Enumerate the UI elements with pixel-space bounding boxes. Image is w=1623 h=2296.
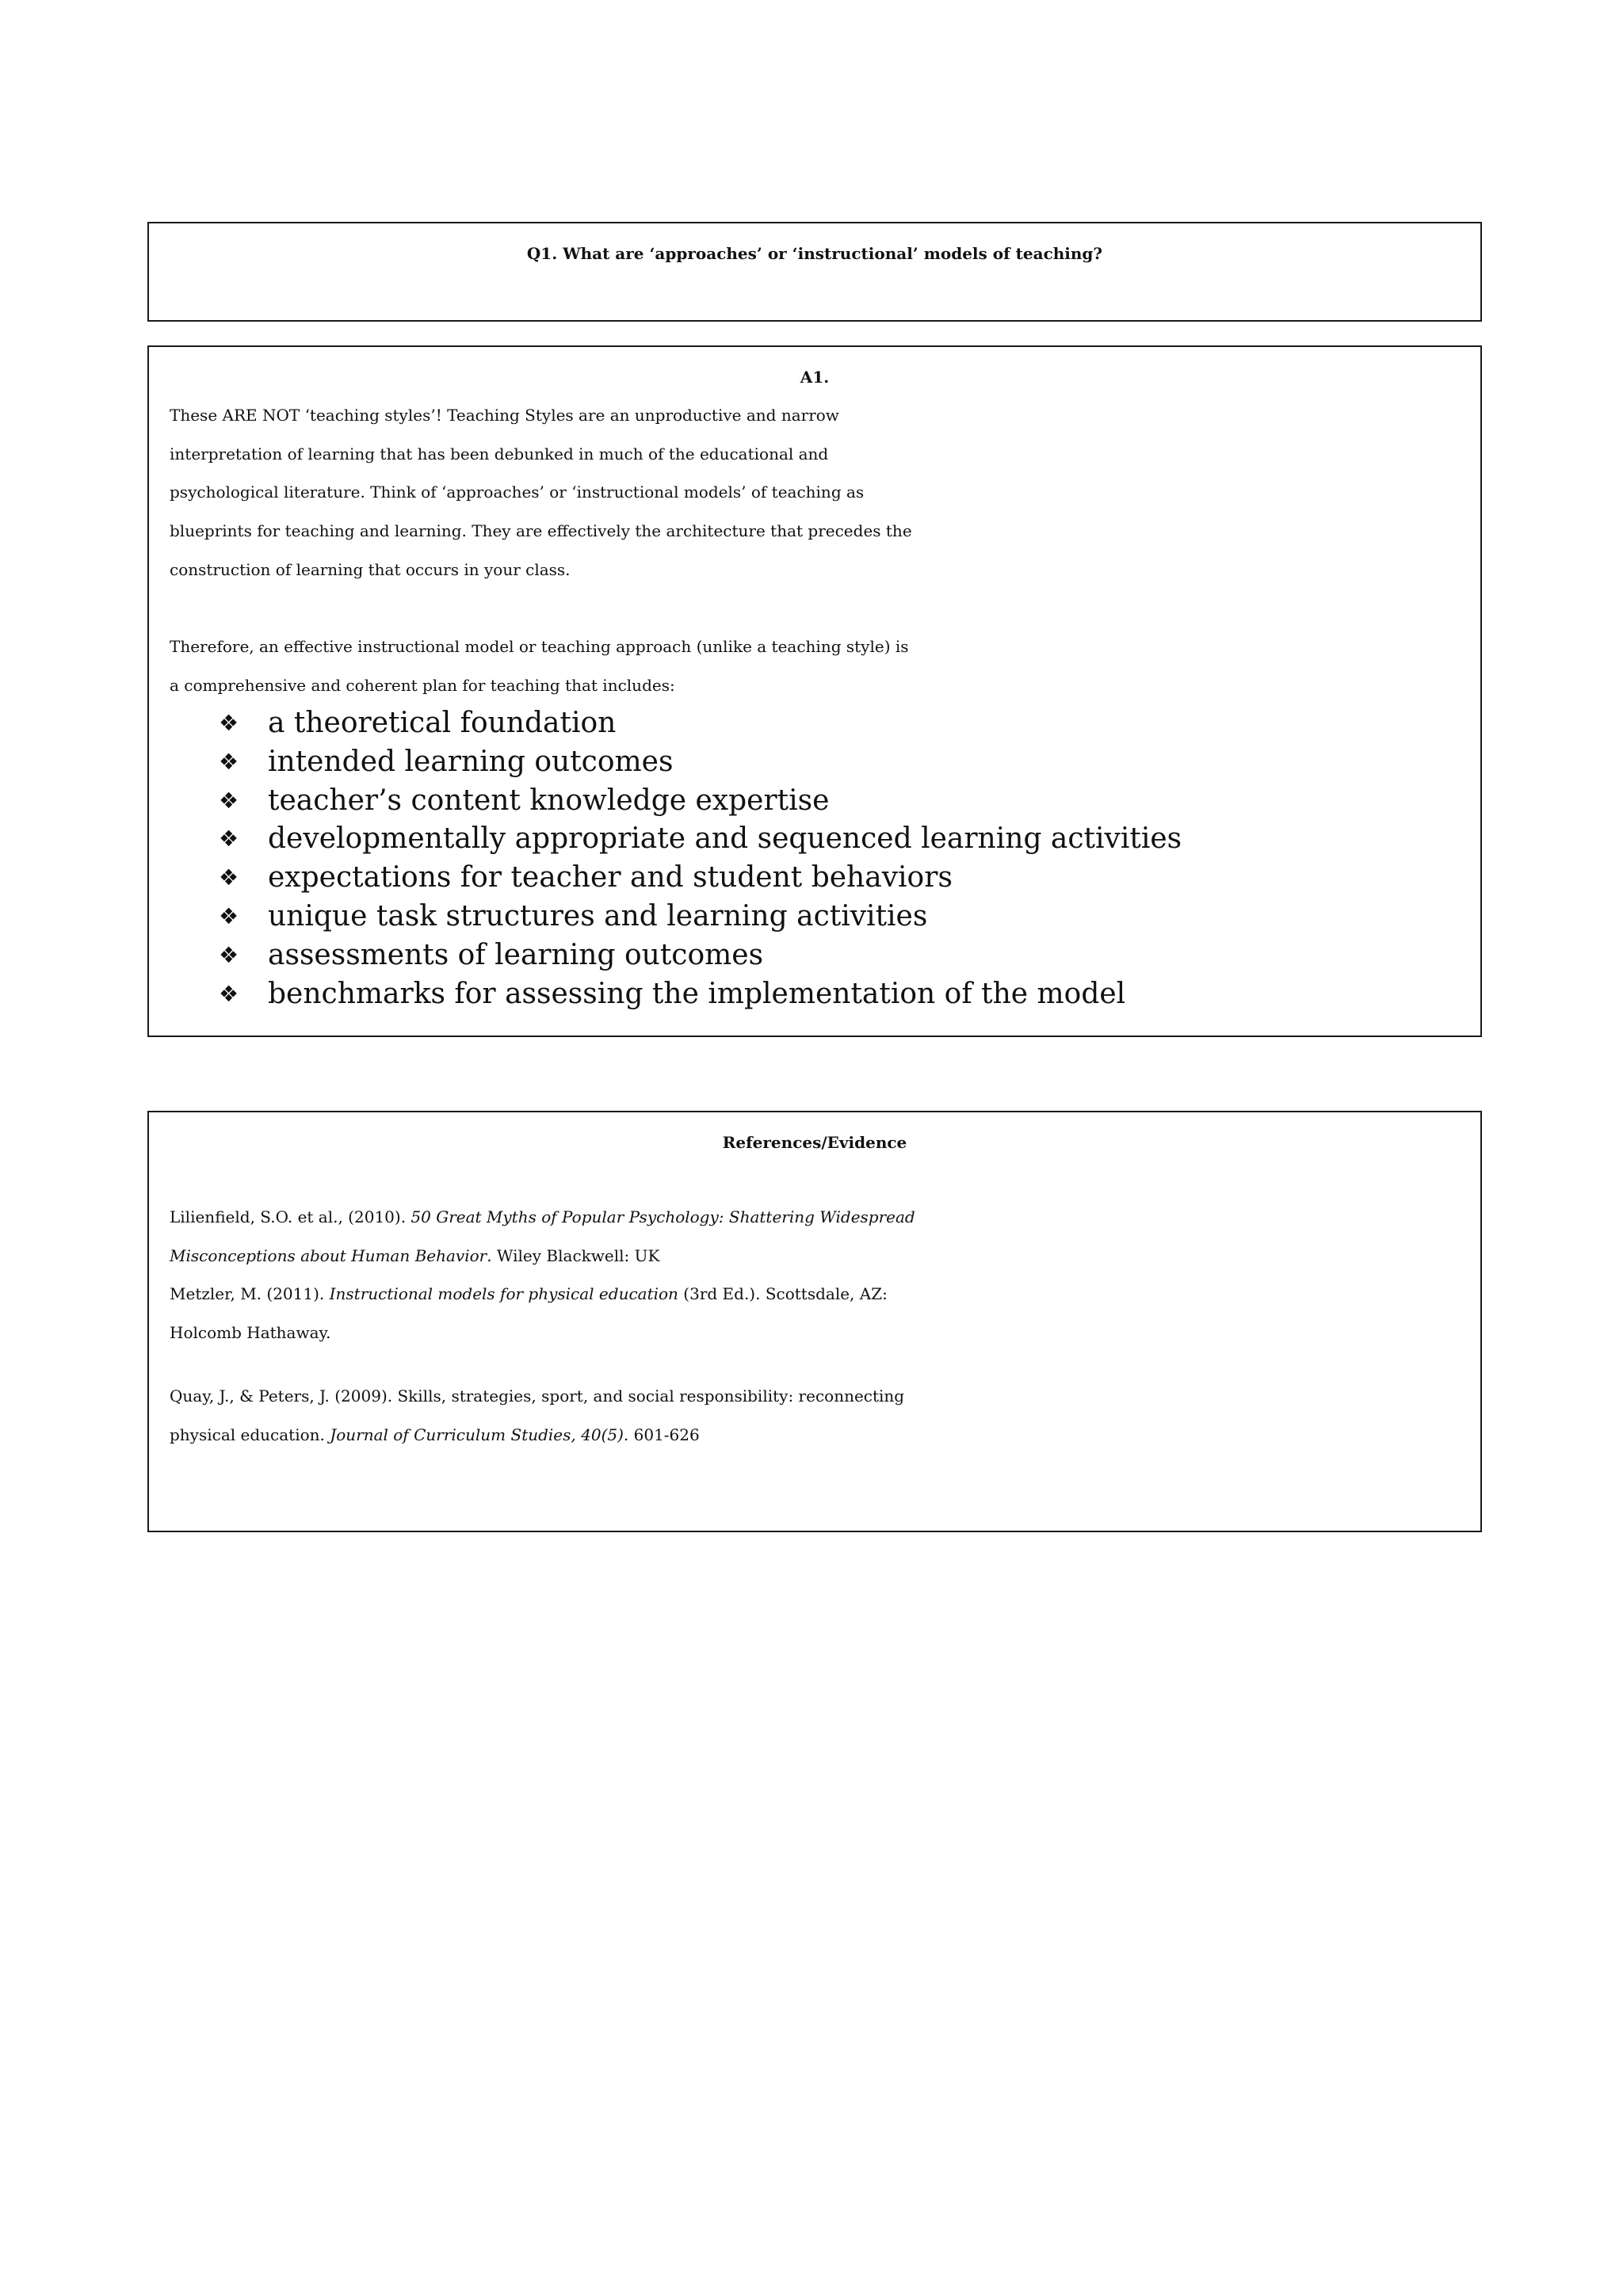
reference-text: Metzler, M. (2011). [170,1284,330,1303]
answer-box [147,345,1482,1037]
reference-entry [170,1377,1469,1454]
answer-paragraph-1 [170,396,1469,589]
reference-entry [170,1275,1469,1352]
list-item [219,704,1182,743]
question-box [147,222,1482,322]
answer-paragraph-1-line: blueprints for teaching and learning. They are effectively the architecture that precedes the [170,521,912,541]
list-item-text: benchmarks for assessing the implementation of the model [268,977,1126,1010]
answer-paragraph-1-line: These ARE NOT ‘teaching styles’! Teaching Styles are an unproductive and narrow [170,406,839,425]
diamond-star-icon: ❖ [219,941,239,968]
list-item-text: unique task structures and learning activities [268,899,928,933]
reference-text: (3rd Ed.). Scottsdale, AZ: [678,1284,888,1303]
answer-paragraph-2-line: a comprehensive and coherent plan for teaching that includes: [170,675,675,695]
reference-title: Instructional models for physical education [329,1284,678,1303]
list-item [219,936,1182,975]
diamond-star-icon: ❖ [219,826,239,852]
diamond-star-icon: ❖ [219,980,239,1007]
reference-title: Journal of Curriculum Studies, 40(5). [330,1425,629,1444]
answer-paragraph-1-line: interpretation of learning that has been debunked in much of the educational and [170,444,829,463]
reference-line [170,1416,1469,1455]
answer-heading: A1. [800,368,830,387]
reference-title: Misconceptions about Human Behavior [170,1245,487,1265]
diamond-star-icon: ❖ [219,710,239,736]
reference-text: physical education. [170,1425,330,1444]
question-title: Q1. What are ‘approaches’ or ‘instructional’ models of teaching? [526,244,1103,263]
diamond-star-icon: ❖ [219,902,239,929]
list-item [219,975,1182,1014]
diamond-star-icon: ❖ [219,787,239,814]
reference-line [170,1237,1469,1276]
reference-line [170,1314,1469,1352]
reference-text: . Wiley Blackwell: UK [487,1245,660,1265]
references-box [147,1111,1482,1532]
reference-text: Holcomb Hathaway. [170,1322,331,1342]
list-item [219,898,1182,936]
answer-bullet-list [219,704,1182,1013]
list-item-text: teacher’s content knowledge expertise [268,784,830,817]
list-item [219,782,1182,821]
answer-paragraph-2-line: Therefore, an effective instructional model or teaching approach (unlike a teaching style) is [170,637,909,656]
references-heading: References/Evidence [722,1133,907,1152]
list-item-text: developmentally appropriate and sequenced learning activities [268,822,1182,856]
diamond-star-icon: ❖ [219,864,239,891]
list-item [219,820,1182,859]
answer-paragraph-2 [170,627,1469,704]
diamond-star-icon: ❖ [219,748,239,775]
list-item-text: assessments of learning outcomes [268,938,764,971]
list-item [219,743,1182,782]
reference-entry [170,1198,1469,1275]
list-item-text: a theoretical foundation [268,707,617,739]
list-item-text: intended learning outcomes [268,745,674,778]
answer-paragraph-1-line: construction of learning that occurs in your class. [170,559,571,579]
reference-line [170,1377,1469,1416]
reference-line [170,1275,1469,1314]
reference-text: 601-626 [628,1425,700,1444]
reference-text: Quay, J., & Peters, J. (2009). Skills, strategies, sport, and social responsibility: reconnecting [170,1386,905,1405]
list-item [219,859,1182,898]
reference-title: 50 Great Myths of Popular Psychology: Shattering Widespread [411,1207,915,1226]
reference-text: Lilienfield, S.O. et al., (2010). [170,1207,411,1226]
answer-paragraph-1-line: psychological literature. Think of ‘approaches’ or ‘instructional models’ of teaching as [170,482,865,502]
list-item-text: expectations for teacher and student behaviors [268,861,953,894]
reference-line [170,1198,1469,1237]
